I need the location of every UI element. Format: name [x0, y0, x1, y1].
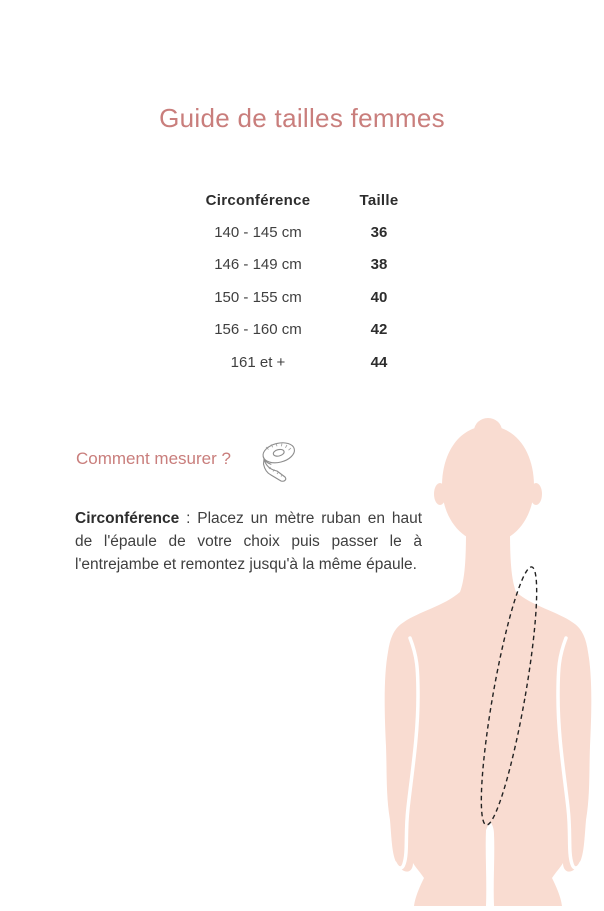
cell-circumference: 161 et + — [230, 353, 286, 371]
measure-paragraph — [75, 507, 422, 576]
cell-size: 44 — [370, 353, 388, 371]
page-title: Guide de tailles femmes — [159, 103, 445, 134]
cell-circumference: 150 - 155 cm — [214, 288, 302, 306]
table-row — [188, 346, 430, 379]
cell-size: 40 — [370, 288, 388, 306]
size-table — [188, 184, 430, 379]
measure-term: Circonférence — [75, 509, 180, 527]
column-header-circumference: Circonférence — [205, 191, 311, 209]
head — [442, 426, 534, 543]
table-row — [188, 314, 430, 347]
measuring-tape-icon — [254, 437, 302, 485]
measure-heading: Comment mesurer ? — [76, 449, 231, 468]
cell-circumference: 146 - 149 cm — [214, 256, 302, 274]
column-header-taille: Taille — [359, 191, 399, 209]
cell-circumference: 156 - 160 cm — [214, 321, 302, 339]
female-silhouette-figure — [380, 416, 604, 906]
table-row — [188, 281, 430, 314]
cell-size: 36 — [370, 223, 388, 241]
cell-size: 38 — [370, 256, 388, 274]
cell-circumference: 140 - 145 cm — [214, 223, 302, 241]
cell-size: 42 — [370, 321, 388, 339]
measure-description: : Placez un mètre ruban en haut de l'épaule de votre choix puis passer le à l'entrejambe et remontez jusqu'à la même épaule. — [75, 509, 422, 573]
table-row — [188, 216, 430, 249]
female-silhouette — [380, 416, 604, 906]
table-header-row — [188, 184, 430, 216]
table-row — [188, 249, 430, 282]
